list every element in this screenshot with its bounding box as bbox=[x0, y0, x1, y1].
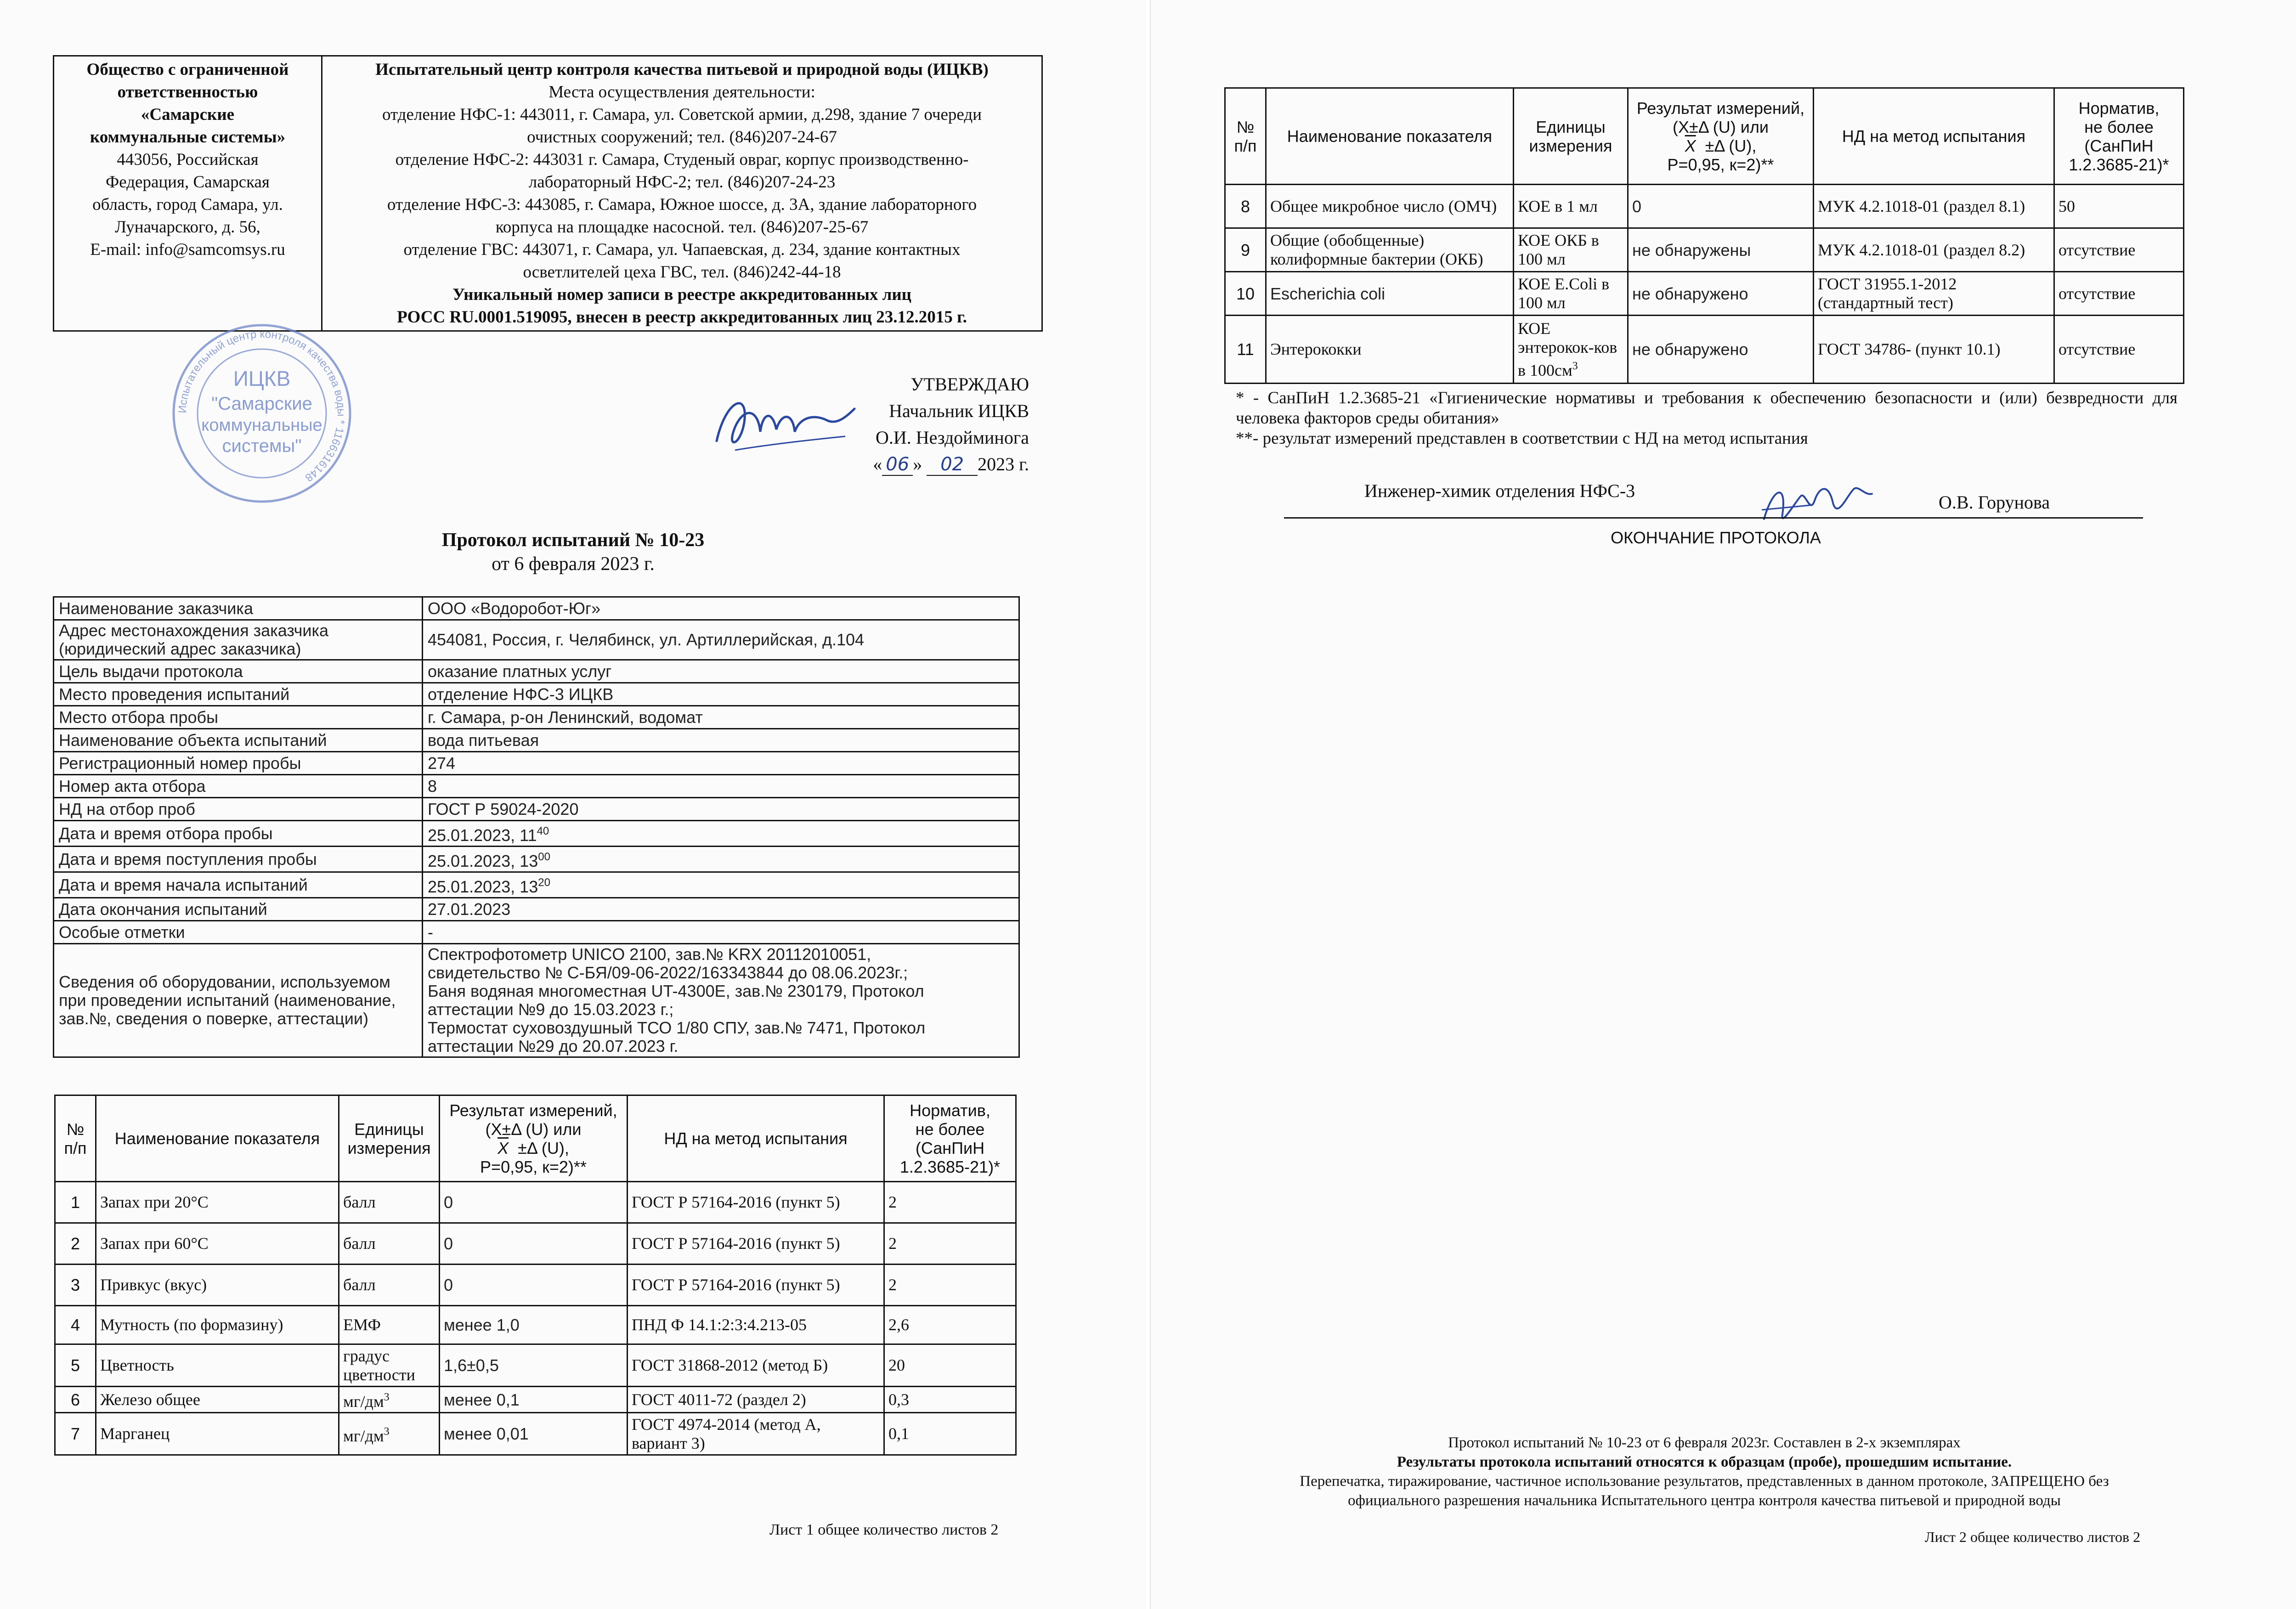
norm-value: 50 bbox=[2054, 185, 2184, 228]
stamp-top-text: ИЦКВ bbox=[233, 367, 291, 390]
row-number: 5 bbox=[55, 1344, 96, 1387]
method: ГОСТ Р 57164-2016 (пункт 5) bbox=[628, 1182, 884, 1223]
org-address-line: 443056, Российская bbox=[117, 150, 259, 169]
info-value: ГОСТ Р 59024-2020 bbox=[423, 798, 1019, 821]
info-row bbox=[54, 597, 1019, 620]
info-row bbox=[54, 752, 1019, 775]
footer-line: Результаты протокола испытаний относятся к образцам (пробе), прошедшим испытание. bbox=[1397, 1454, 2012, 1470]
norm-header-line: не более bbox=[2084, 117, 2154, 136]
org-address-line: Луначарского, д. 56, bbox=[115, 218, 260, 237]
lab-line: отделение ГВС: 443071, г. Самара, ул. Чапаевская, д. 234, здание контактных bbox=[403, 240, 961, 259]
unit: ЕМФ bbox=[339, 1306, 440, 1344]
x-bar-symbol: $\overline{X}$ bbox=[498, 1138, 509, 1157]
info-row bbox=[54, 620, 1019, 660]
info-row bbox=[54, 706, 1019, 729]
end-of-protocol-label: ОКОНЧАНИЕ ПРОТОКОЛА bbox=[1611, 528, 1821, 547]
letterhead-table bbox=[53, 55, 1043, 332]
result-row bbox=[1225, 316, 2184, 384]
info-value: ООО «Водоробот-Юг» bbox=[423, 597, 1019, 620]
row-number: 2 bbox=[55, 1223, 96, 1265]
sheet2-page-number: Лист 2 общее количество листов 2 bbox=[1925, 1529, 2141, 1545]
result-row bbox=[1225, 272, 2184, 316]
result-header-line: (X±Δ (U) или bbox=[1672, 117, 1769, 136]
lab-line: отделение НФС-1: 443011, г. Самара, ул. Советской армии, д.298, здание 7 очереди bbox=[382, 105, 982, 124]
footnote-sanpin: * - СанПиН 1.2.3685-21 «Гигиенические нормативы и требования к обеспечению безопасности и (или) безвредности для человека факторов среды обитания» bbox=[1236, 389, 2177, 428]
info-row bbox=[54, 821, 1019, 847]
info-value: оказание платных услуг bbox=[423, 660, 1019, 683]
result-header-line: Результат измерений, bbox=[449, 1101, 617, 1120]
info-key: Регистрационный номер пробы bbox=[54, 752, 423, 775]
info-key: Дата и время поступления пробы bbox=[54, 847, 423, 872]
method: ГОСТ 4011-72 (раздел 2) bbox=[628, 1387, 884, 1413]
row-number: 1 bbox=[55, 1182, 96, 1223]
equipment-key: Сведения об оборудовании, используемом при проведении испытаний (наименование, зав.№, сведения о поверке, аттестации) bbox=[54, 944, 423, 1057]
result-row bbox=[55, 1344, 1016, 1387]
lab-line: корпуса на площадке насосной. тел. (846)207-25-67 bbox=[495, 218, 869, 237]
col-result-header bbox=[1628, 88, 1814, 185]
result-value: не обнаружено bbox=[1628, 272, 1814, 316]
norm-header-line: (СанПиН bbox=[2084, 136, 2154, 155]
results-header-row bbox=[55, 1095, 1016, 1182]
result-header-line: (X±Δ (U) или bbox=[485, 1119, 582, 1139]
method: ГОСТ 31868-2012 (метод Б) bbox=[628, 1344, 884, 1387]
unit-text: мг/дм bbox=[343, 1392, 384, 1411]
result-value: не обнаружены bbox=[1628, 228, 1814, 272]
method: ГОСТ 4974-2014 (метод А, вариант 3) bbox=[628, 1413, 884, 1455]
lab-line: отделение НФС-3: 443085, г. Самара, Южное шоссе, д. 3А, здание лабораторного bbox=[387, 195, 977, 214]
equipment-line: свидетельство № С-БЯ/09-06-2022/163343844 до 08.06.2023г.; bbox=[428, 963, 908, 982]
norm-value: 2 bbox=[884, 1265, 1016, 1306]
time-minutes-sup: 00 bbox=[538, 851, 550, 863]
indicator-name: Escherichia coli bbox=[1266, 272, 1514, 316]
col-name-header: Наименование показателя bbox=[1266, 88, 1514, 185]
divider-line bbox=[1284, 517, 2143, 519]
result-row bbox=[55, 1306, 1016, 1344]
lab-line: очистных сооружений; тел. (846)207-24-67 bbox=[527, 128, 837, 147]
info-row bbox=[54, 921, 1019, 944]
method: ПНД Ф 14.1:2:3:4.213-05 bbox=[628, 1306, 884, 1344]
info-key: Наименование объекта испытаний bbox=[54, 729, 423, 752]
info-value: 454081, Россия, г. Челябинск, ул. Артиллерийская, д.104 bbox=[423, 620, 1019, 660]
row-number: 10 bbox=[1225, 272, 1266, 316]
col-name-header: Наименование показателя bbox=[96, 1095, 339, 1182]
norm-header-line: 1.2.3685-21)* bbox=[899, 1157, 1001, 1176]
result-value: 0 bbox=[440, 1265, 628, 1306]
row-number: 9 bbox=[1225, 228, 1266, 272]
lab-line: отделение НФС-2: 443031 г. Самара, Студеный овраг, корпус производственно- bbox=[395, 150, 969, 169]
row-number: 11 bbox=[1225, 316, 1266, 384]
info-key: Наименование заказчика bbox=[54, 597, 423, 620]
result-header-text: ±Δ (U), bbox=[518, 1138, 569, 1157]
result-row bbox=[55, 1413, 1016, 1455]
stamp-line: "Самарские bbox=[211, 394, 312, 414]
approver-position: Начальник ИЦКВ bbox=[889, 401, 1029, 421]
norm-value: 0,1 bbox=[884, 1413, 1016, 1455]
approval-block bbox=[698, 371, 1029, 478]
footer-line: официального разрешения начальника Испытательного центра контроля качества питьевой и природной воды bbox=[1348, 1492, 2061, 1509]
result-value: 1,6±0,5 bbox=[440, 1344, 628, 1387]
norm-value: 20 bbox=[884, 1344, 1016, 1387]
result-header-line bbox=[1632, 136, 1809, 155]
lab-registry-line: РОСС RU.0001.519095, внесен в реестр аккредитованных лиц 23.12.2015 г. bbox=[397, 308, 967, 327]
norm-header-line: Норматив, bbox=[2078, 98, 2160, 118]
footnotes-block bbox=[1236, 388, 2177, 449]
indicator-name: Привкус (вкус) bbox=[96, 1265, 339, 1306]
x-bar-symbol: $\overline{X}$ bbox=[1685, 136, 1696, 155]
footnote-measurement: **- результат измерений представлен в соответствии с НД на метод испытания bbox=[1236, 429, 1808, 448]
result-header-line: P=0,95, к=2)** bbox=[1667, 155, 1774, 174]
sheet2-footer bbox=[1222, 1433, 2187, 1510]
footer-line: Перепечатка, тиражирование, частичное использование результатов, представленных в данном протоколе, ЗАПРЕЩЕНО без bbox=[1300, 1473, 2109, 1490]
method: ГОСТ Р 57164-2016 (пункт 5) bbox=[628, 1223, 884, 1265]
equipment-row bbox=[54, 944, 1019, 1057]
sample-info-table bbox=[53, 596, 1020, 1058]
info-value bbox=[423, 872, 1019, 898]
result-value: 0 bbox=[440, 1182, 628, 1223]
col-unit-header: Единицы измерения bbox=[339, 1095, 440, 1182]
norm-value: отсутствие bbox=[2054, 316, 2184, 384]
lab-title: Испытательный центр контроля качества питьевой и природной воды (ИЦКВ) bbox=[375, 60, 989, 79]
method: ГОСТ Р 57164-2016 (пункт 5) bbox=[628, 1265, 884, 1306]
engineer-signature bbox=[1755, 469, 1893, 533]
footer-line: Протокол испытаний № 10-23 от 6 февраля 2023г. Составлен в 2-х экземплярах bbox=[1448, 1434, 1961, 1451]
unit bbox=[339, 1387, 440, 1413]
info-key: Дата окончания испытаний bbox=[54, 898, 423, 921]
result-row bbox=[1225, 185, 2184, 228]
col-method-header: НД на метод испытания bbox=[1814, 88, 2054, 185]
col-unit-header: Единицы измерения bbox=[1514, 88, 1628, 185]
indicator-name: Мутность (по формазину) bbox=[96, 1306, 339, 1344]
info-value bbox=[423, 821, 1019, 847]
info-row bbox=[54, 872, 1019, 898]
indicator-name: Общие (обобщенные) колиформные бактерии (ОКБ) bbox=[1266, 228, 1514, 272]
info-key: Дата и время отбора пробы bbox=[54, 821, 423, 847]
date-month: 02 bbox=[927, 454, 978, 476]
info-row bbox=[54, 847, 1019, 872]
indicator-name: Запах при 60°С bbox=[96, 1223, 339, 1265]
results-header-row bbox=[1225, 88, 2184, 185]
norm-value: 2 bbox=[884, 1223, 1016, 1265]
row-number: 3 bbox=[55, 1265, 96, 1306]
org-name-line: Общество с ограниченной bbox=[86, 60, 289, 79]
info-key: Дата и время начала испытаний bbox=[54, 872, 423, 898]
norm-value: 0,3 bbox=[884, 1387, 1016, 1413]
date-close-quote: » bbox=[913, 454, 922, 474]
sheet-page-1 bbox=[0, 0, 1146, 1609]
result-value: менее 0,1 bbox=[440, 1387, 628, 1413]
indicator-name: Запах при 20°С bbox=[96, 1182, 339, 1223]
results-table-sheet1 bbox=[54, 1095, 1017, 1456]
date-year: 2023 г. bbox=[978, 454, 1029, 474]
result-row bbox=[55, 1387, 1016, 1413]
info-key: Особые отметки bbox=[54, 921, 423, 944]
info-row bbox=[54, 898, 1019, 921]
lab-places-title: Места осуществления деятельности: bbox=[549, 83, 815, 102]
unit-sup: 3 bbox=[384, 1425, 390, 1438]
info-value-text: 25.01.2023, 13 bbox=[428, 877, 538, 896]
norm-value: отсутствие bbox=[2054, 228, 2184, 272]
organization-stamp bbox=[170, 322, 354, 505]
result-value: не обнаружено bbox=[1628, 316, 1814, 384]
engineer-name: О.В. Горунова bbox=[1939, 492, 2050, 513]
info-key: Место отбора пробы bbox=[54, 706, 423, 729]
protocol-title: Протокол испытаний № 10-23 bbox=[441, 530, 705, 551]
info-key: Номер акта отбора bbox=[54, 775, 423, 798]
col-result-header bbox=[440, 1095, 628, 1182]
info-key: Цель выдачи протокола bbox=[54, 660, 423, 683]
norm-header-line: 1.2.3685-21)* bbox=[2069, 155, 2169, 174]
equipment-line: Баня водяная многоместная UT-4300E, зав.№ 230179, Протокол bbox=[428, 982, 924, 1000]
info-value: отделение НФС-3 ИЦКВ bbox=[423, 683, 1019, 706]
col-method-header: НД на метод испытания bbox=[628, 1095, 884, 1182]
col-number-header: № п/п bbox=[1225, 88, 1266, 185]
equipment-value bbox=[423, 944, 1019, 1057]
approver-name: О.И. Нездойминога bbox=[875, 427, 1029, 448]
info-value: 27.01.2023 bbox=[423, 898, 1019, 921]
results-table-sheet2 bbox=[1224, 87, 2184, 384]
unit: КОЕ ОКБ в 100 мл bbox=[1514, 228, 1628, 272]
unit-sup: 3 bbox=[1572, 360, 1578, 372]
unit: балл bbox=[339, 1182, 440, 1223]
info-value: - bbox=[423, 921, 1019, 944]
time-minutes-sup: 20 bbox=[538, 876, 550, 889]
indicator-name: Железо общее bbox=[96, 1387, 339, 1413]
org-name-line: «Самарские bbox=[141, 105, 235, 124]
result-row bbox=[55, 1223, 1016, 1265]
col-norm-header bbox=[884, 1095, 1016, 1182]
result-header-line bbox=[444, 1139, 623, 1157]
info-value-text: 25.01.2023, 13 bbox=[428, 852, 538, 870]
col-number-header: № п/п bbox=[55, 1095, 96, 1182]
row-number: 6 bbox=[55, 1387, 96, 1413]
indicator-name: Марганец bbox=[96, 1413, 339, 1455]
engineer-label: Инженер-химик отделения НФС-3 bbox=[1364, 480, 1635, 501]
method: МУК 4.2.1018-01 (раздел 8.2) bbox=[1814, 228, 2054, 272]
info-value: 8 bbox=[423, 775, 1019, 798]
unit: балл bbox=[339, 1223, 440, 1265]
date-day: 06 bbox=[882, 454, 913, 476]
method: ГОСТ 34786- (пункт 10.1) bbox=[1814, 316, 2054, 384]
info-key: Адрес местонахождения заказчика (юридический адрес заказчика) bbox=[54, 620, 423, 660]
org-name-line: ответственностью bbox=[117, 83, 258, 102]
approval-date bbox=[873, 451, 1029, 478]
info-row bbox=[54, 660, 1019, 683]
lab-registry-line: Уникальный номер записи в реестре аккредитованных лиц bbox=[452, 285, 912, 304]
org-email: E-mail: info@samcomsys.ru bbox=[90, 240, 285, 259]
norm-header-line: Норматив, bbox=[910, 1101, 990, 1120]
unit bbox=[1514, 316, 1628, 384]
unit: КОЕ E.Coli в 100 мл bbox=[1514, 272, 1628, 316]
norm-value: 2,6 bbox=[884, 1306, 1016, 1344]
protocol-date: от 6 февраля 2023 г. bbox=[492, 553, 655, 575]
equipment-line: Термостат суховоздушный ТСО 1/80 СПУ, зав.№ 7471, Протокол bbox=[428, 1018, 926, 1037]
laboratory-cell bbox=[322, 56, 1042, 331]
info-key: Место проведения испытаний bbox=[54, 683, 423, 706]
row-number: 4 bbox=[55, 1306, 96, 1344]
result-header-line: Результат измерений, bbox=[1636, 98, 1805, 118]
norm-value: отсутствие bbox=[2054, 272, 2184, 316]
unit: КОЕ в 1 мл bbox=[1514, 185, 1628, 228]
organization-cell bbox=[54, 56, 322, 331]
norm-header-line: не более bbox=[915, 1119, 985, 1139]
indicator-name: Общее микробное число (ОМЧ) bbox=[1266, 185, 1514, 228]
date-open-quote: « bbox=[873, 454, 882, 474]
unit-sup: 3 bbox=[384, 1391, 390, 1403]
equipment-line: аттестации №9 до 15.03.2023 г.; bbox=[428, 1000, 674, 1019]
row-number: 8 bbox=[1225, 185, 1266, 228]
info-row bbox=[54, 683, 1019, 706]
sheet1-page-number: Лист 1 общее количество листов 2 bbox=[769, 1521, 999, 1538]
time-minutes-sup: 40 bbox=[537, 825, 549, 837]
unit bbox=[339, 1413, 440, 1455]
col-norm-header bbox=[2054, 88, 2184, 185]
result-row bbox=[55, 1265, 1016, 1306]
method: ГОСТ 31955.1-2012 (стандартный тест) bbox=[1814, 272, 2054, 316]
indicator-name: Энтерококки bbox=[1266, 316, 1514, 384]
result-value: менее 1,0 bbox=[440, 1306, 628, 1344]
unit: градус цветности bbox=[339, 1344, 440, 1387]
info-value: г. Самара, р-он Ленинский, водомат bbox=[423, 706, 1019, 729]
unit-text: мг/дм bbox=[343, 1426, 384, 1445]
method: МУК 4.2.1018-01 (раздел 8.1) bbox=[1814, 185, 2054, 228]
lab-line: осветлителей цеха ГВС, тел. (846)242-44-18 bbox=[523, 263, 841, 282]
result-row bbox=[55, 1182, 1016, 1223]
row-number: 7 bbox=[55, 1413, 96, 1455]
lab-line: лабораторный НФС-2; тел. (846)207-24-23 bbox=[528, 173, 836, 192]
unit: балл bbox=[339, 1265, 440, 1306]
result-value: 0 bbox=[440, 1223, 628, 1265]
info-value: вода питьевая bbox=[423, 729, 1019, 752]
info-key: НД на отбор проб bbox=[54, 798, 423, 821]
stamp-line: коммунальные bbox=[201, 416, 322, 435]
result-header-line: P=0,95, к=2)** bbox=[480, 1157, 587, 1176]
org-address-line: область, город Самара, ул. bbox=[92, 195, 283, 214]
info-value bbox=[423, 847, 1019, 872]
norm-header-line: (СанПиН bbox=[915, 1138, 985, 1157]
info-row bbox=[54, 775, 1019, 798]
result-value: 0 bbox=[1628, 185, 1814, 228]
stamp-ring-text: Испытательный центр контроля качества воды * 1166316148 bbox=[176, 327, 348, 484]
indicator-name: Цветность bbox=[96, 1344, 339, 1387]
norm-value: 2 bbox=[884, 1182, 1016, 1223]
org-name-line: коммунальные системы» bbox=[90, 128, 286, 147]
equipment-line: Спектрофотометр UNICO 2100, зав.№ KRX 20112010051, bbox=[428, 945, 871, 964]
info-value: 274 bbox=[423, 752, 1019, 775]
approve-label: УТВЕРЖДАЮ bbox=[910, 374, 1029, 395]
unit-text: КОЕ энтерокок-ков в 100см bbox=[1518, 319, 1617, 379]
info-row bbox=[54, 798, 1019, 821]
result-row bbox=[1225, 228, 2184, 272]
result-value: менее 0,01 bbox=[440, 1413, 628, 1455]
protocol-title-block bbox=[0, 528, 1146, 576]
stamp-line: системы" bbox=[222, 436, 302, 456]
org-address-line: Федерация, Самарская bbox=[106, 173, 270, 192]
result-header-text: ±Δ (U), bbox=[1705, 136, 1757, 155]
info-row bbox=[54, 729, 1019, 752]
info-value-text: 25.01.2023, 11 bbox=[428, 826, 537, 845]
equipment-line: аттестации №29 до 20.07.2023 г. bbox=[428, 1037, 679, 1056]
